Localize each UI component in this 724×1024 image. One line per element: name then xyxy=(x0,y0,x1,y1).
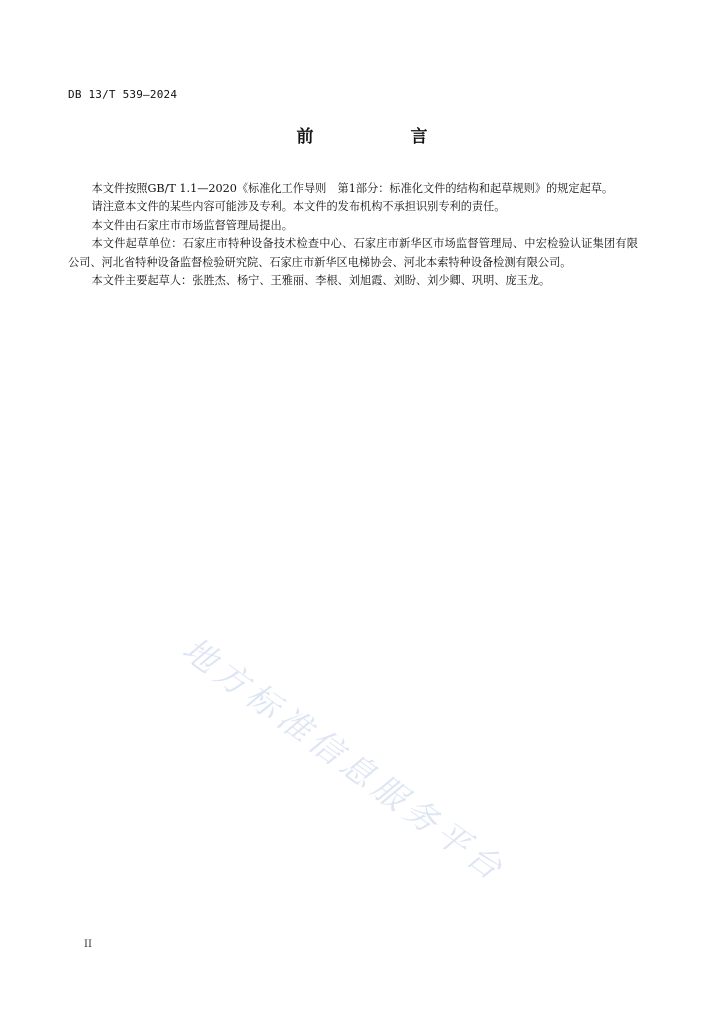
paragraph-patent-notice: 请注意本文件的某些内容可能涉及专利。本文件的发布机构不承担识别专利的责任。 xyxy=(91,200,506,214)
preface-body xyxy=(68,180,638,290)
watermark: 地方标准信息服务平台 xyxy=(175,629,514,891)
page-number: II xyxy=(84,939,92,950)
paragraph-drafting-units: 本文件起草单位：石家庄市特种设备技术检查中心、石家庄市新华区市场监督管理局、中宏检验认证集团有限公司、河北省特种设备监督检验研究院、石家庄市新华区电梯协会、河北本索特种设备检测有限公司。 xyxy=(68,237,638,269)
paragraph-proposer: 本文件由石家庄市市场监督管理局提出。 xyxy=(91,218,293,232)
paragraph-drafters: 本文件主要起草人：张胜杰、杨宁、王雅丽、李根、刘旭霞、刘盼、刘少卿、巩明、庞玉龙。 xyxy=(91,274,551,288)
paragraph-drafting-rules: 本文件按照GB/T 1.1—2020《标准化工作导则 第1部分：标准化文件的结构和起草规则》的规定起草。 xyxy=(91,182,614,195)
standard-code: DB 13/T 539—2024 xyxy=(68,88,178,101)
page-title: 前 言 xyxy=(296,127,468,147)
